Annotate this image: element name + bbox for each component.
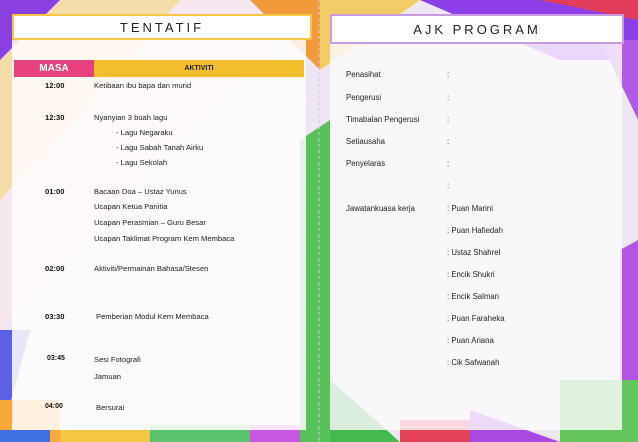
schedule-time: 12:30 [45,113,65,122]
schedule-item: Pemberian Modul Kem Membaca [96,312,209,321]
ajk-name: : [447,181,450,190]
ajk-title: AJK PROGRAM [330,14,624,44]
tentatif-title: TENTATIF [12,14,312,40]
ajk-name: : Puan Faraheka [447,314,505,323]
schedule-item: - Lagu Sekolah [116,158,168,167]
ajk-name: : [447,137,450,146]
schedule-item: Nyanyian 3 buah lagu [94,113,168,122]
masa-header: MASA [14,60,94,77]
schedule-item: Sesi Fotografi [94,355,141,364]
schedule-item: - Lagu Negaraku [116,128,173,137]
aktiviti-header: AKTIVITI [94,60,304,77]
ajk-name: : [447,115,450,124]
ajk-role: Pengerusi [346,93,382,102]
schedule-item: Bersurai [96,403,125,412]
ajk-name: : Encik Shukri [447,270,495,279]
schedule-item: Bacaan Doa – Ustaz Yunus [94,187,187,196]
schedule-time: 03:30 [45,312,65,321]
ajk-name: : Cik Safwanah [447,358,500,367]
ajk-role: Penasihat [346,70,381,79]
ajk-name: : Puan Hafiedah [447,226,503,235]
ajk-name: : [447,70,450,79]
schedule-item: Ketibaan ibu bapa dan murid [94,81,192,90]
schedule-item: Aktiviti/Permainan Bahasa/Stesen [94,264,209,273]
schedule-time: 03:45 [47,355,65,362]
ajk-name: : Puan Marini [447,204,493,213]
schedule-item: Jamuan [94,372,122,381]
ajk-name: : Puan Ariana [447,336,494,345]
schedule-item: Ucapan Perasmian – Guru Besar [94,218,206,227]
schedule-time: 12:00 [45,81,65,90]
schedule-item: - Lagu Sabah Tanah Airku [116,143,204,152]
ajk-role: Penyelaras [346,159,386,168]
ajk-name: : [447,93,450,102]
ajk-role: Setiausaha [346,137,386,146]
ajk-name: : [447,159,450,168]
schedule-item: Ucapan Ketua Panitia [94,202,168,211]
ajk-name: : Encik Salman [447,292,500,301]
schedule-time: 04:00 [45,403,63,410]
schedule-time: 01:00 [45,187,65,196]
ajk-role: Jawatankuasa kerja [346,204,415,213]
schedule-time: 02:00 [45,264,65,273]
ajk-role: Timabalan Pengerusi [346,115,420,124]
ajk-name: : Ustaz Shahrel [447,248,501,257]
schedule-item: Ucapan Taklimat Program Kem Membaca [94,234,235,243]
